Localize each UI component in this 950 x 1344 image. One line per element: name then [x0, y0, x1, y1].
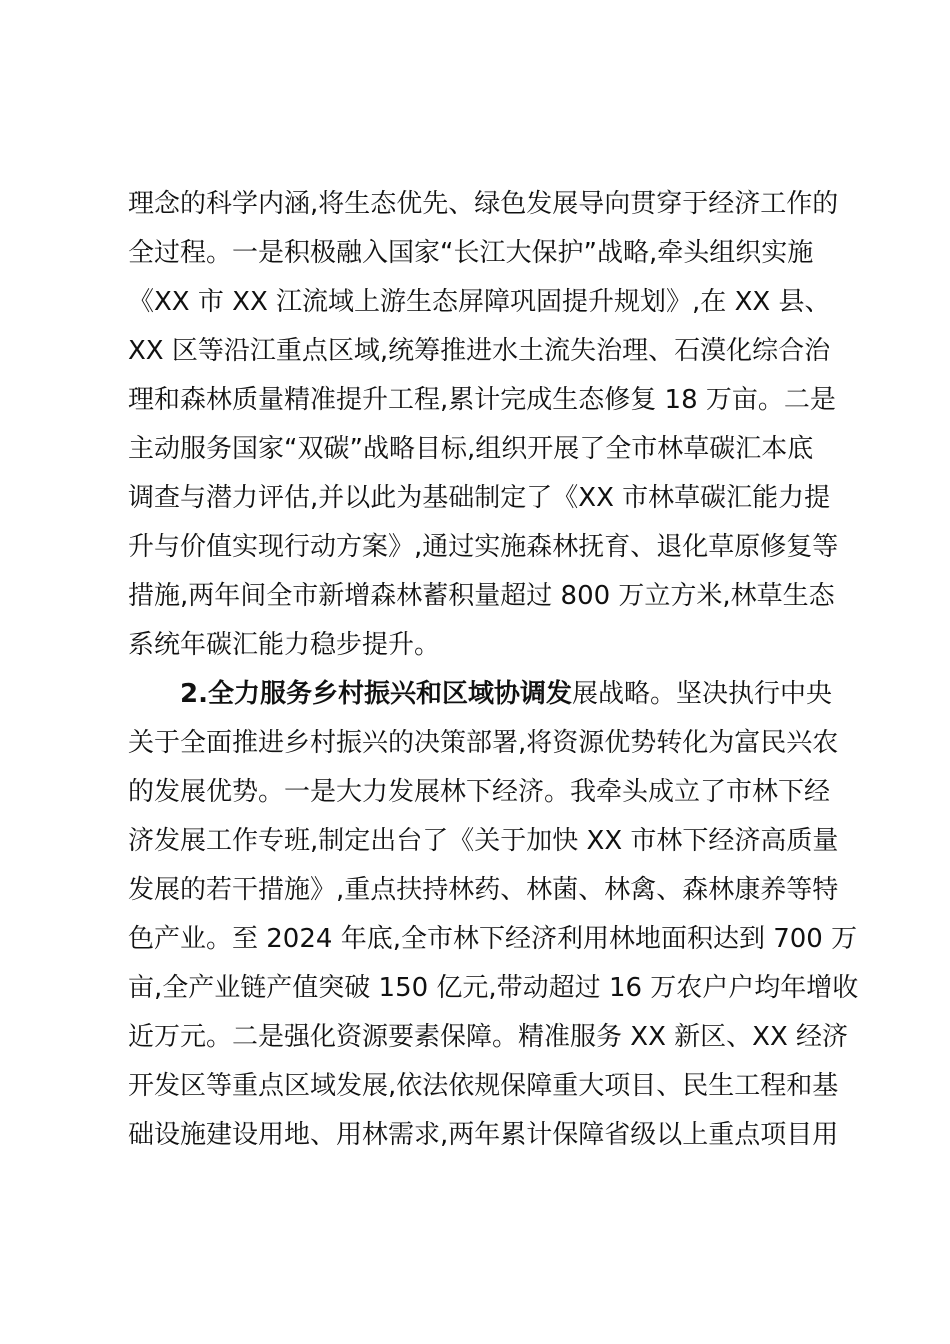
text-line: 近万元。二是强化资源要素保障。精准服务 XX 新区、XX 经济 — [128, 1022, 849, 1052]
text-line: 济发展工作专班,制定出台了《关于加快 XX 市林下经济高质量 — [128, 826, 839, 856]
text-line: 调查与潜力评估,并以此为基础制定了《XX 市林草碳汇能力提 — [128, 483, 831, 513]
text-line: 色产业。至 2024 年底,全市林下经济利用林地面积达到 700 万 — [128, 924, 858, 954]
text-line: XX 区等沿江重点区域,统筹推进水土流失治理、石漠化综合治 — [128, 336, 831, 366]
text-line: 全过程。一是积极融入国家“长江大保护”战略,牵头组织实施 — [128, 238, 814, 268]
paragraph-1 — [128, 180, 838, 670]
text-line: 理念的科学内涵,将生态优先、绿色发展导向贯穿于经济工作的 — [128, 189, 839, 219]
text-line: 关于全面推进乡村振兴的决策部署,将资源优势转化为富民兴农 — [128, 728, 839, 758]
text-line: 发展的若干措施》,重点扶持林药、林菌、林禽、森林康养等特 — [128, 875, 839, 905]
document-body — [128, 180, 859, 1160]
text-line: 主动服务国家“双碳”战略目标,组织开展了全市林草碳汇本底 — [128, 434, 814, 464]
paragraph-2 — [128, 670, 859, 1160]
text-line: 的发展优势。一是大力发展林下经济。我牵头成立了市林下经 — [128, 777, 831, 807]
text-line: 开发区等重点区域发展,依法依规保障重大项目、民生工程和基 — [128, 1071, 839, 1101]
text-line: 《XX 市 XX 江流域上游生态屏障巩固提升规划》,在 XX 县、 — [128, 287, 831, 317]
text-line: 升与价值实现行动方案》,通过实施森林抚育、退化草原修复等 — [128, 532, 839, 562]
paragraph-first-line — [128, 670, 838, 719]
text-line: 亩,全产业链产值突破 150 亿元,带动超过 16 万农户户均年增收 — [128, 973, 859, 1003]
text-line: 理和森林质量精准提升工程,累计完成生态修复 18 万亩。二是 — [128, 385, 836, 415]
text-fragment: 展战略。坚决执行中央 — [571, 679, 832, 709]
section-heading: 2.全力服务乡村振兴和区域协调发 — [180, 679, 572, 709]
text-line: 系统年碳汇能力稳步提升。 — [128, 630, 441, 660]
text-line: 措施,两年间全市新增森林蓄积量超过 800 万立方米,林草生态 — [128, 581, 835, 611]
text-line: 础设施建设用地、用林需求,两年累计保障省级以上重点项目用 — [128, 1120, 839, 1150]
